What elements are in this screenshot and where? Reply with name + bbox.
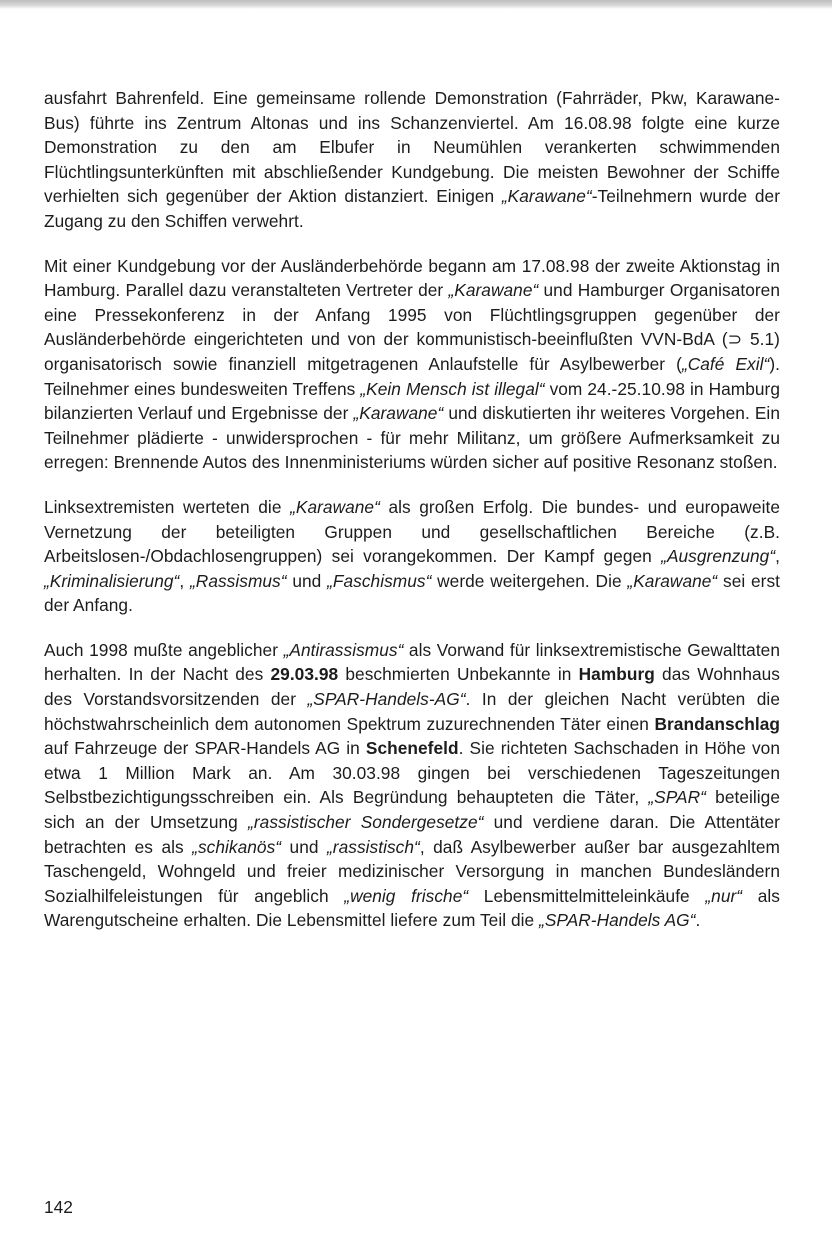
- text-run: beschmierten Unbekannte in: [338, 664, 579, 685]
- quoted-term: „SPAR“: [648, 787, 706, 808]
- bold-term: Schenefeld: [365, 738, 459, 759]
- bold-term: Brandanschlag: [654, 713, 780, 734]
- quoted-term: „wenig frische“: [344, 885, 469, 906]
- text-run: und verdiene daran. Die Attentäter betrachten es als: [44, 812, 780, 857]
- text-run: als Warengutscheine erhalten. Die Lebensmittel liefere zum Teil die: [44, 885, 780, 931]
- quoted-term: „Kein Mensch ist illegal“: [360, 378, 545, 399]
- text-run: vom 24.-25.10.98 in Hamburg bilanzierten Verlauf und Ergebnisse der: [44, 378, 781, 424]
- quoted-term: „Karawane“: [290, 496, 380, 517]
- text-run: . Sie richteten Sachschaden in Höhe von etwa 1 Million Mark an. Am 30.03.98 gingen bei verschiedenen Tageszeitungen Selbstbezichtigungsschreiben ein. Als Begründung behaupteten die Täter,: [44, 738, 780, 808]
- paragraph-3: [44, 495, 780, 618]
- quoted-term: „Ausgrenzung“: [661, 546, 776, 567]
- quoted-term: „rassistisch“: [327, 836, 420, 857]
- text-run: beteilige sich an der Umsetzung: [44, 787, 780, 833]
- quoted-term: „Kriminalisierung“: [44, 570, 180, 591]
- quoted-term: „SPAR-Handels AG“: [539, 910, 696, 931]
- quoted-term: „SPAR-Handels-AG“: [307, 689, 466, 710]
- text-run: Auch 1998 mußte angeblicher: [44, 639, 284, 660]
- paragraph-1: [44, 86, 780, 234]
- text-run: Lebensmittelmitteleinkäufe: [468, 885, 706, 906]
- text-run: und diskutierten ihr weiteres Vorgehen. Ein Teilnehmer plädierte - unwidersprochen - für mehr Militanz, um größere Aufmerksamkeit zu erregen: Brennende Autos des Innenministeriums würden sicher auf positive Resonanz stoßen.: [44, 403, 780, 473]
- quoted-term: „Faschismus“: [327, 570, 432, 591]
- bold-term: Hamburg: [578, 664, 655, 685]
- text-run: Linksextremisten werteten die: [44, 496, 291, 517]
- quoted-term: „Karawane“: [501, 186, 592, 207]
- page-number: 142: [44, 1197, 73, 1217]
- cross-reference-icon: ⊃: [727, 329, 743, 350]
- text-run: . In der gleichen Nacht verübten die höchstwahrscheinlich dem autonomen Spektrum zuzurechnenden Täter einen: [44, 689, 780, 734]
- text-run: werde weitergehen. Die: [431, 570, 628, 591]
- quoted-term: „Karawane“: [353, 403, 444, 424]
- text-run: ,: [775, 546, 780, 567]
- quoted-term: „Antirassismus“: [283, 639, 404, 660]
- text-run: -Teilnehmern wurde der Zugang zu den Schiffen verwehrt.: [44, 186, 780, 231]
- bold-term: 29.03.98: [270, 664, 339, 685]
- text-run: , daß Asylbewerber außer bar ausgezahltem Taschengeld, Wohngeld und freier medizinischer Versorgung in manchen Bundesländern Sozialhilfeleistungen für angeblich: [44, 836, 781, 906]
- text-run: als großen Erfolg. Die bundes- und europaweite Vernetzung der beteiligten Gruppen und gesellschaftlichen Bereiche (z.B. Arbeitslosen-/Obdachlosengruppen) sei vorangekommen. Der Kampf gegen: [44, 496, 781, 567]
- text-run: .: [695, 910, 701, 931]
- quoted-term: „schikanös“: [192, 836, 282, 857]
- quoted-term: „Rassismus“: [189, 570, 287, 591]
- text-run: das Wohnhaus des Vorstandsvorsitzenden der: [44, 664, 780, 710]
- quoted-term: „Karawane“: [627, 570, 718, 591]
- paragraph-4: [44, 638, 780, 933]
- text-run: ausfahrt Bahrenfeld. Eine gemeinsame rollende Demonstration (Fahrräder, Pkw, Karawane-Bus) führte ins Zentrum Altonas und ins Schanzenviertel. Am 16.08.98 folgte eine kurze Demonstration zu den am Elbufer in Neumühlen verankerten schwimmenden Flüchtlingsunterkünften mit abschließender Kundgebung. Die meisten Bewohner der Schiffe verhielten sich gegenüber der Aktion distanziert. Einigen: [44, 88, 780, 207]
- quoted-term: „nur“: [705, 885, 743, 906]
- paragraph-2: [44, 254, 780, 475]
- text-run: auf Fahrzeuge der SPAR-Handels AG in: [44, 738, 366, 759]
- text-run: und: [286, 570, 328, 591]
- text-run: und Hamburger Organisatoren eine Pressekonferenz in der Anfang 1995 von Flüchtlingsgruppen gegenüber der Ausländerbehörde eingerichteten und von der kommunistisch-beeinflußten VVN-BdA (: [44, 280, 780, 350]
- quoted-term: „Karawane“: [448, 280, 539, 301]
- text-run: 5.1) organisatorisch sowie finanziell mitgetragenen Anlaufstelle für Asylbewerber (: [44, 329, 780, 374]
- text-run: und: [281, 836, 327, 857]
- text-run: als Vorwand für linksextremistische Gewalttaten herhalten. In der Nacht des: [44, 639, 781, 685]
- scan-top-edge: [0, 0, 832, 9]
- text-run: sei erst der Anfang.: [44, 570, 781, 616]
- quoted-term: „Café Exil“: [681, 353, 770, 374]
- text-run: Mit einer Kundgebung vor der Ausländerbehörde begann am 17.08.98 der zweite Aktionstag in Hamburg. Parallel dazu veranstalteten Vertreter der: [44, 255, 780, 301]
- text-run: ,: [179, 570, 190, 591]
- document-page: [44, 86, 780, 953]
- text-run: ). Teilnehmer eines bundesweiten Treffens: [44, 353, 780, 399]
- quoted-term: „rassistischer Sondergesetze“: [248, 812, 484, 833]
